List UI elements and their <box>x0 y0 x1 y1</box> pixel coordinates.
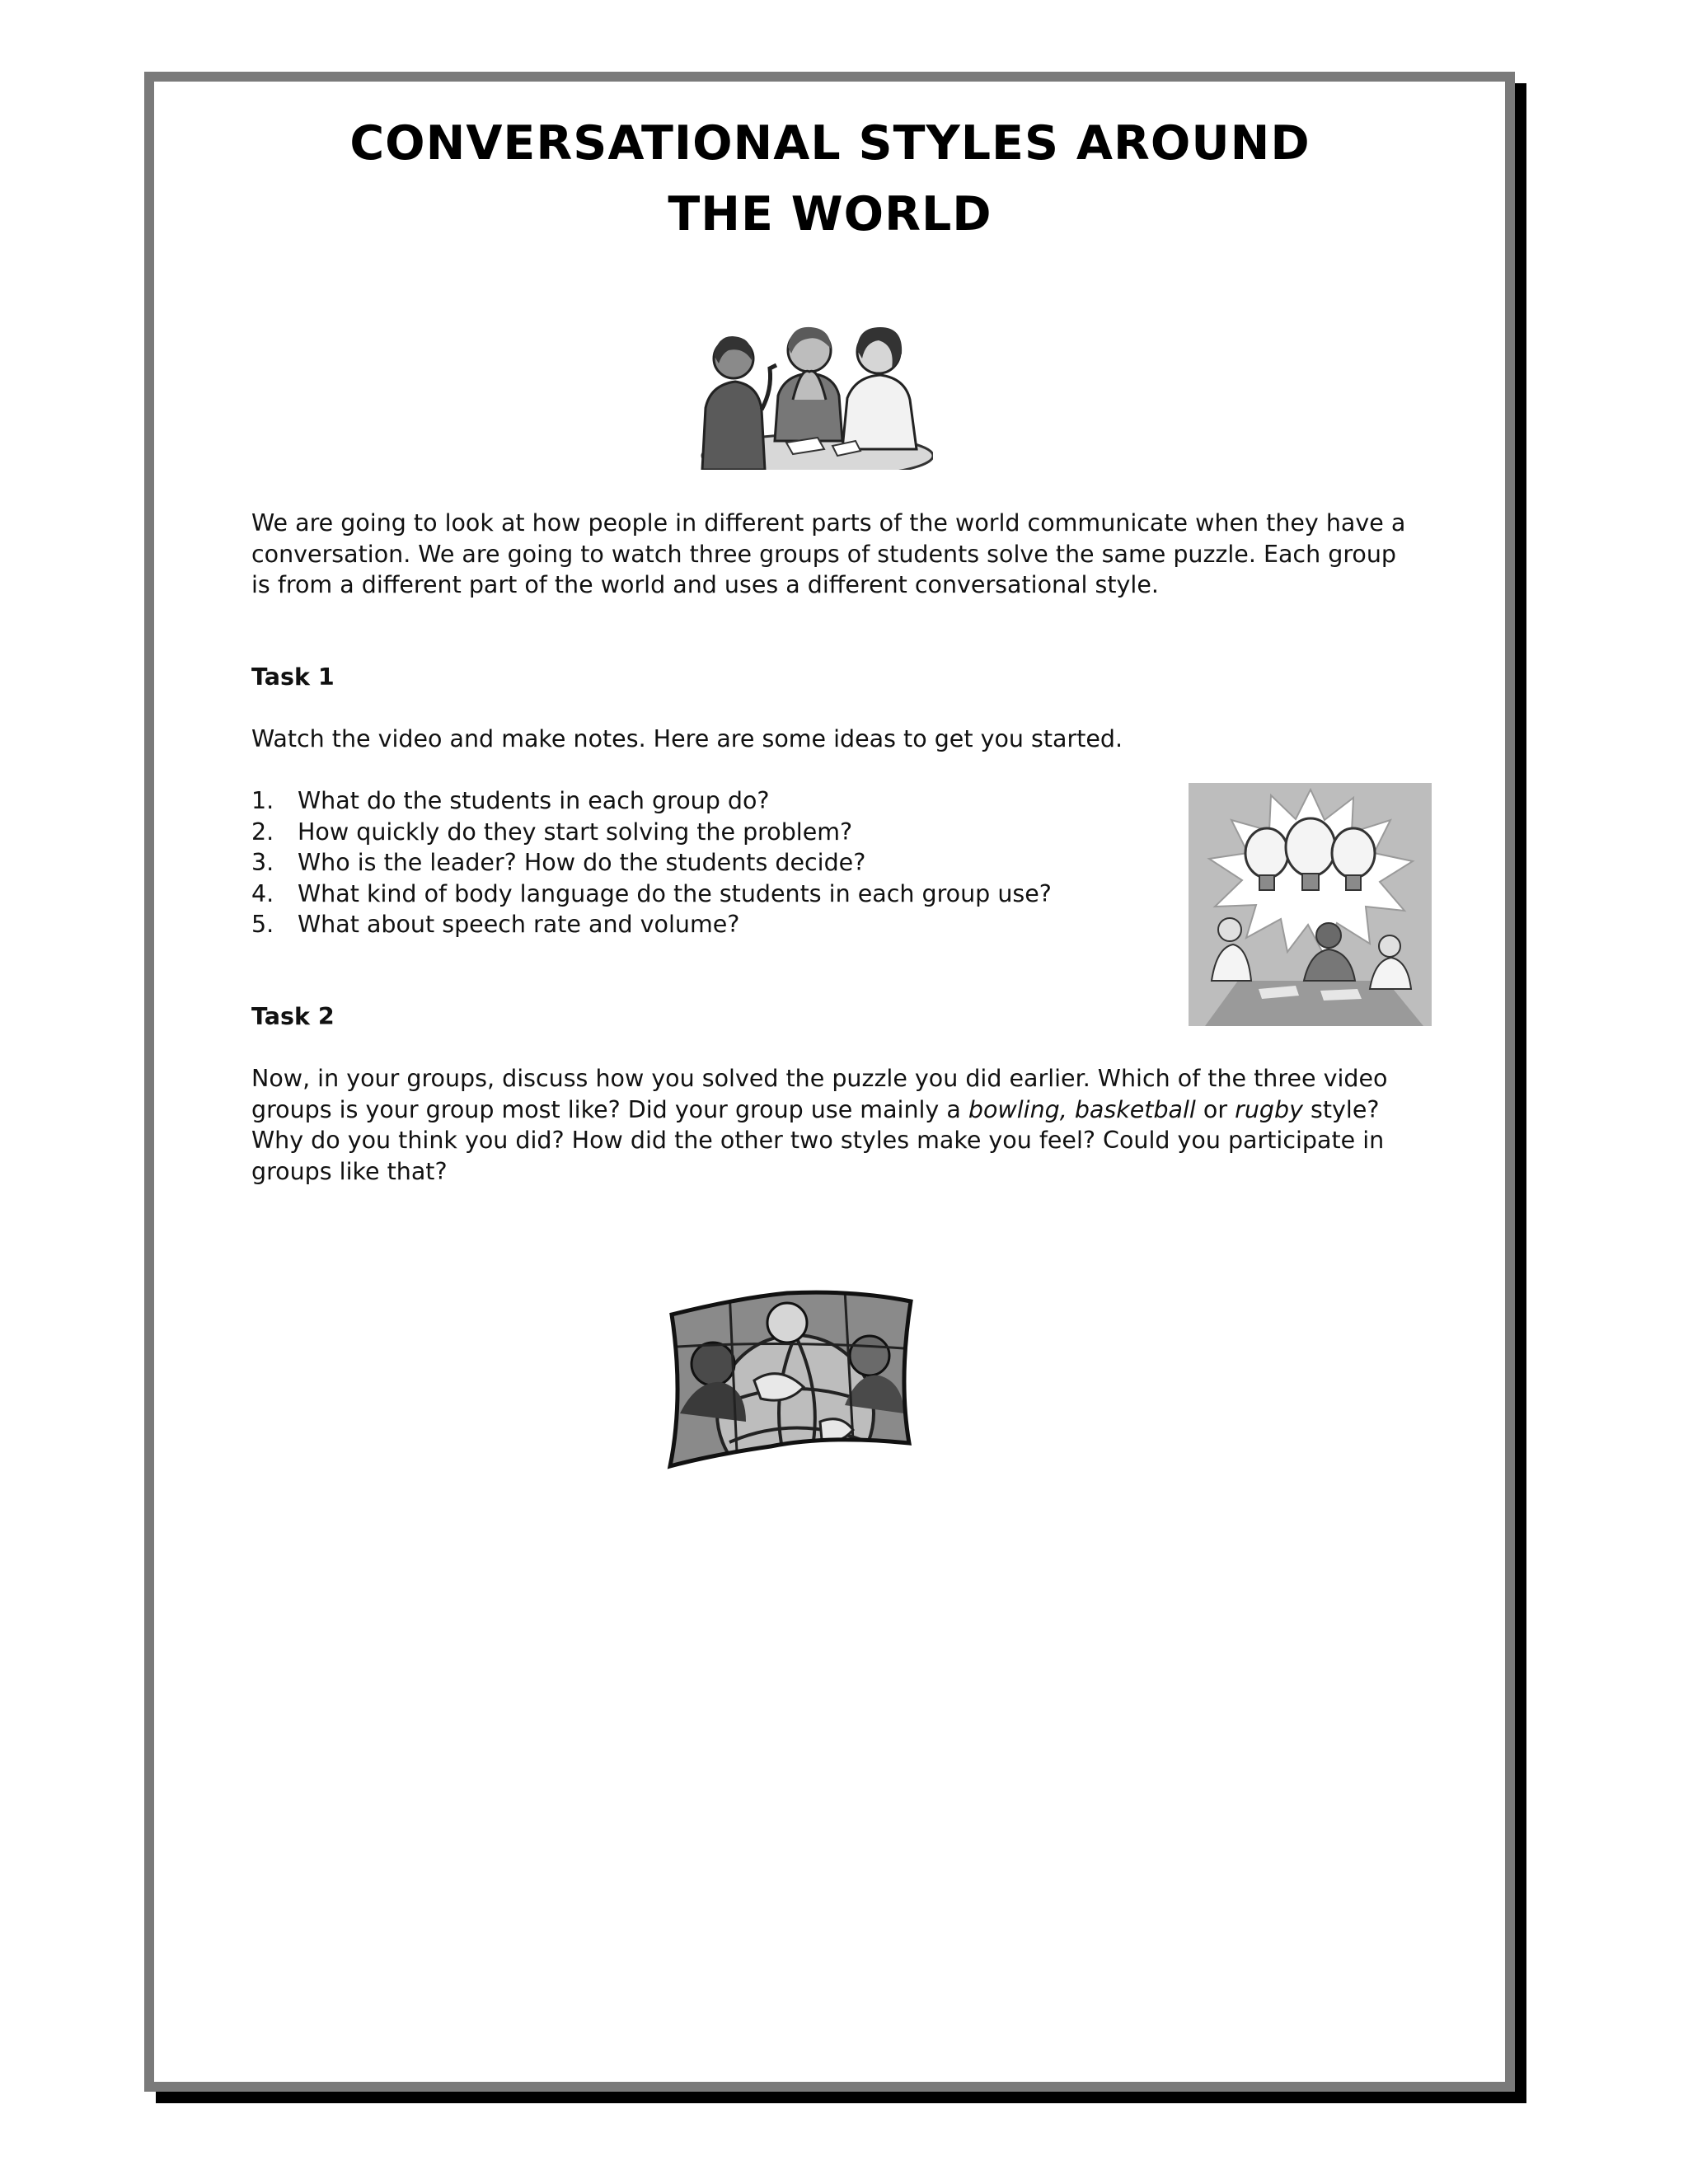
question-text: What kind of body language do the students in each group use? <box>298 879 1052 907</box>
task-2-text-start: Now, in your groups, discuss how you solved the puzzle you did earlier. Which of the three video groups is your group most like? Did your group use mainly a <box>251 1065 1388 1123</box>
question-number: 3. <box>251 849 274 876</box>
globe-people-icon <box>663 1290 915 1471</box>
style-bowling: bowling, <box>968 1095 1067 1123</box>
question-text: How quickly do they start solving the problem? <box>298 818 853 846</box>
task-1-instruction: Watch the video and make notes. Here are some ideas to get you started. <box>251 725 1123 752</box>
three-people-talking-icon <box>694 317 933 470</box>
question-number: 2. <box>251 818 274 846</box>
question-text: Who is the leader? How do the students decide? <box>298 849 866 876</box>
list-item <box>251 909 1117 940</box>
list-item <box>251 879 1117 910</box>
list-item <box>251 817 1117 848</box>
question-text: What about speech rate and volume? <box>298 911 740 938</box>
question-number: 1. <box>251 787 274 814</box>
task-2-space <box>1067 1096 1075 1123</box>
question-text: What do the students in each group do? <box>298 787 770 814</box>
task-2-text-end: style? Why do you think you did? How did the other two styles make you feel? Could you participate in groups like that? <box>251 1095 1385 1185</box>
list-item <box>251 847 1117 879</box>
intro-paragraph: We are going to look at how people in different parts of the world communicate when they have a conversation. We are going to watch three groups of students solve the same puzzle. Each group is from a different part of the world and uses a different conversational style. <box>251 509 1406 598</box>
task-1-heading: Task 1 <box>251 663 335 691</box>
list-item <box>251 785 1117 817</box>
question-number: 4. <box>251 879 274 907</box>
style-basketball: basketball <box>1074 1095 1196 1123</box>
task-2-heading: Task 2 <box>251 1003 335 1030</box>
title-line-2: THE WORLD <box>668 187 992 241</box>
title-line-1: CONVERSATIONAL STYLES AROUND <box>349 116 1311 171</box>
style-rugby: rugby <box>1235 1095 1303 1123</box>
task-2-paragraph <box>251 1063 1422 1187</box>
question-number: 5. <box>251 911 274 938</box>
task-1-question-list <box>251 785 1117 940</box>
task-2-connector: or <box>1195 1095 1236 1123</box>
page-title <box>165 108 1495 250</box>
lightbulb-ideas-meeting-icon <box>1189 783 1432 1026</box>
